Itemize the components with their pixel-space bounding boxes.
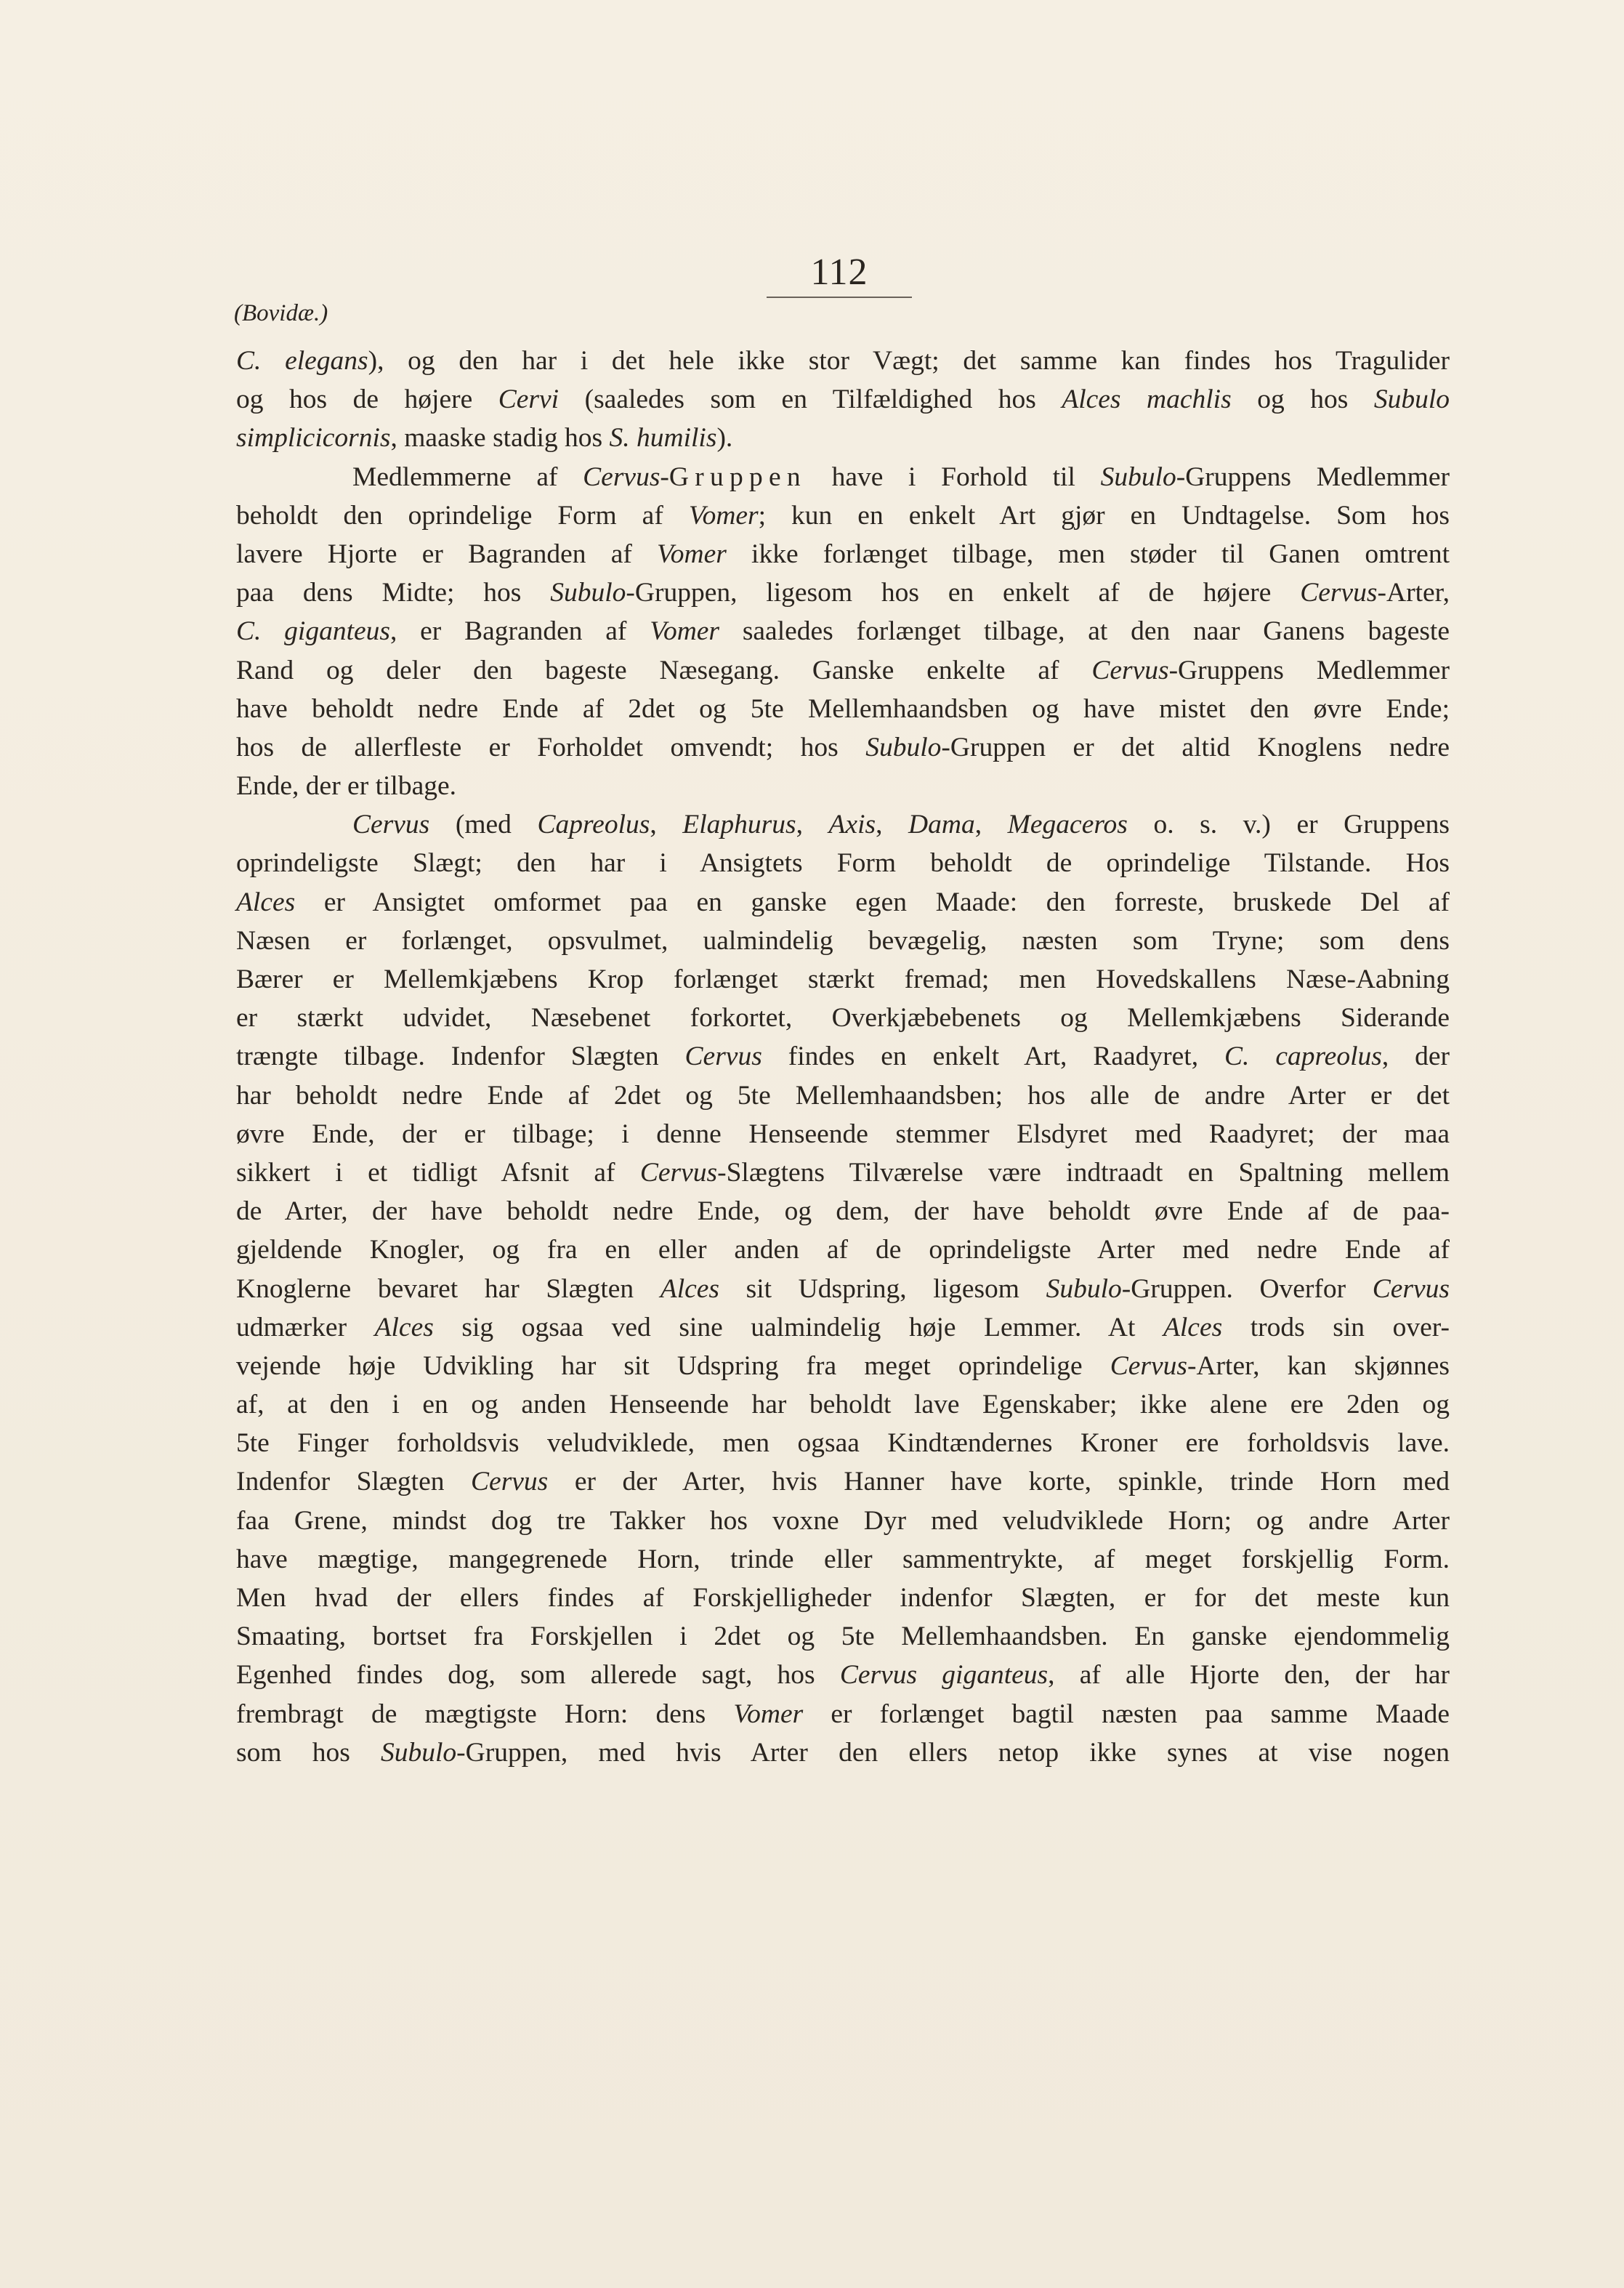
text-line (236, 612, 1450, 650)
text-span: ; kun en enkelt Art gjør en Undtagelse. Som hos (758, 500, 1450, 531)
text-span: sit Udspring, ligesom (719, 1273, 1046, 1304)
text-span: findes en enkelt Art, Raadyret, (761, 1042, 1225, 1072)
italic-span: Cervus (639, 1157, 718, 1188)
italic-span: Alces machlis (1062, 384, 1232, 415)
italic-span: Cervus giganteus (839, 1660, 1049, 1691)
italic-span: Megaceros (1007, 810, 1128, 840)
italic-span: Alces (374, 1312, 434, 1342)
text-line (236, 1579, 1450, 1617)
text-span: Medlemmerne af (352, 462, 583, 492)
text-span: o. s. v.) er Gruppens (1127, 810, 1450, 840)
text-line (236, 922, 1450, 960)
page-number: 112 (810, 251, 868, 293)
text-span: , (876, 810, 909, 840)
italic-span: Subulo (550, 578, 626, 608)
italic-span: Subulo (1373, 384, 1450, 415)
text-span: udmærker (236, 1312, 375, 1342)
body-text (236, 342, 1450, 1772)
italic-span: Alces (1163, 1312, 1223, 1342)
text-line (236, 1347, 1450, 1385)
text-line (236, 960, 1450, 999)
text-span: faa Grene, mindst dog tre Takker hos voxne Dyr med veludviklede Horn; og andre Arter (236, 1505, 1450, 1536)
italic-span: Dama (908, 810, 975, 840)
text-span: som hos (236, 1737, 381, 1768)
text-line (236, 1695, 1450, 1733)
text-span: øvre Ende, der er tilbage; i denne Henseende stemmer Elsdyret med Raadyret; der maa (236, 1119, 1450, 1149)
text-line (236, 1385, 1450, 1424)
italic-span: Cervus (1091, 655, 1169, 685)
text-line (236, 1656, 1450, 1694)
text-span: -Gruppen, med hvis Arter den ellers netop ikke synes at vise nogen (456, 1737, 1450, 1768)
text-span: frembragt de mægtigste Horn: dens (236, 1699, 734, 1729)
text-span: er der Arter, hvis Hanner have korte, spinkle, trinde Horn med (548, 1467, 1450, 1497)
text-span: (saaledes som en Tilfældighed hos (559, 384, 1062, 415)
italic-span: S. humilis (609, 423, 717, 454)
italic-span: Vomer (688, 500, 759, 531)
text-line (236, 1617, 1450, 1656)
text-span: have i Forhold til (806, 462, 1101, 492)
italic-span: Subulo (1100, 462, 1176, 492)
text-line (236, 1153, 1450, 1192)
text-span: ). (716, 423, 733, 454)
italic-span: Cervus (471, 1467, 549, 1497)
text-line (236, 458, 1450, 496)
text-span: paa dens Midte; hos (236, 578, 551, 608)
text-span: sikkert i et tidligt Afsnit af (236, 1157, 640, 1188)
text-span: -Gruppens Medlemmer (1176, 462, 1450, 492)
text-line (236, 1230, 1450, 1269)
italic-span: C. capreolus (1224, 1042, 1382, 1072)
text-span: sig ogsaa ved sine ualmindelig høje Lemmer. At (433, 1312, 1163, 1342)
text-span: -Arter, kan skjønnes (1187, 1350, 1450, 1381)
italic-span: Axis (828, 810, 876, 840)
text-line (236, 999, 1450, 1037)
text-span: har beholdt nedre Ende af 2det og 5te Mellemhaandsben; hos alle de andre Arter er det (236, 1080, 1450, 1111)
text-line (236, 1115, 1450, 1153)
italic-span: Capreolus (537, 810, 650, 840)
text-line (236, 1308, 1450, 1347)
text-span: ), og den har i det hele ikke stor Vægt; det samme kan findes hos Tragulider (368, 346, 1450, 376)
italic-span: Cervus (583, 462, 660, 492)
text-line (236, 1424, 1450, 1462)
italic-span: Alces (660, 1273, 720, 1304)
text-line (236, 1270, 1450, 1308)
text-span: Næsen er forlænget, opsvulmet, ualmindelig bevægelig, næsten som Tryne; som dens (236, 925, 1450, 956)
text-span: af, at den i en og anden Henseende har beholdt lave Egenskaber; ikke alene ere 2den og (236, 1390, 1450, 1420)
spaced-span: Gruppen (668, 462, 807, 492)
italic-span: Subulo (380, 1737, 457, 1768)
text-span: have mægtige, mangegrenede Horn, trinde eller sammentrykte, af meget forskjellig Form. (236, 1544, 1450, 1574)
text-span: trods sin over- (1222, 1312, 1450, 1342)
text-span: Bærer er Mellemkjæbens Krop forlænget stærkt fremad; men Hovedskallens Næse-Aabning (236, 964, 1450, 994)
text-span: -Arter, (1377, 578, 1450, 608)
text-span: (med (429, 810, 538, 840)
text-span: Egenhed findes dog, som allerede sagt, hos (236, 1660, 840, 1691)
text-span: , af alle Hjorte den, der har (1048, 1660, 1450, 1691)
italic-span: Subulo (1046, 1273, 1122, 1304)
text-line (236, 1076, 1450, 1115)
text-line (236, 1037, 1450, 1076)
italic-span: Vomer (733, 1699, 804, 1729)
italic-span: Vomer (657, 539, 727, 569)
text-span: beholdt den oprindelige Form af (236, 500, 689, 531)
text-span: gjeldende Knogler, og fra en eller anden af de oprindeligste Arter med nedre Ende af (236, 1235, 1450, 1265)
running-head: (Bovidæ.) (234, 300, 328, 326)
italic-span: Cervi (498, 384, 559, 415)
italic-span: Cervus (352, 810, 430, 840)
text-span: trængte tilbage. Indenfor Slægten (236, 1042, 685, 1072)
text-span: Knoglerne bevaret har Slægten (236, 1273, 660, 1304)
text-line (236, 1462, 1450, 1501)
text-line (236, 690, 1450, 728)
text-span: saaledes forlænget tilbage, at den naar Ganens bageste (719, 616, 1450, 647)
text-span: de Arter, der have beholdt nedre Ende, og dem, der have beholdt øvre Ende af de paa- (236, 1196, 1450, 1227)
text-line (236, 342, 1450, 380)
text-line (236, 728, 1450, 767)
text-line (236, 651, 1450, 690)
italic-span: Alces (236, 887, 296, 917)
text-span: , er Bagranden af (390, 616, 650, 647)
italic-span: Cervus (684, 1042, 762, 1072)
text-span: og hos de højere (236, 384, 498, 415)
text-span: have beholdt nedre Ende af 2det og 5te Mellemhaandsben og have mistet den øvre Ende; (236, 693, 1450, 724)
text-span: hos de allerfleste er Forholdet omvendt; hos (236, 732, 866, 762)
text-line (236, 535, 1450, 573)
text-span: -Gruppen. Overfor (1121, 1273, 1373, 1304)
text-line (236, 767, 1450, 805)
text-line (236, 844, 1450, 882)
text-line (236, 805, 1450, 844)
text-span: og hos (1231, 384, 1374, 415)
text-line (236, 883, 1450, 922)
text-span: Ende, der er tilbage. (236, 771, 456, 802)
text-span: ikke forlænget tilbage, men støder til Ganen omtrent (726, 539, 1450, 569)
text-span: er stærkt udvidet, Næsebenet forkortet, Overkjæbebenets og Mellemkjæbens Siderande (236, 1003, 1450, 1034)
text-line (236, 380, 1450, 419)
italic-span: Elaphurus (682, 810, 796, 840)
text-span: Men hvad der ellers findes af Forskjelligheder indenfor Slægten, er for det meste kun (236, 1583, 1450, 1613)
italic-span: Vomer (650, 616, 720, 647)
text-line (236, 419, 1450, 457)
text-span: , maaske stadig hos (390, 423, 610, 454)
text-span: , (650, 810, 683, 840)
text-span: Indenfor Slægten (236, 1467, 472, 1497)
text-span: 5te Finger forholdsvis veludviklede, men ogsaa Kindtændernes Kroner ere forholdsvis lave. (236, 1428, 1450, 1459)
text-span: Smaating, bortset fra Forskjellen i 2det og 5te Mellemhaandsben. En ganske ejendommelig (236, 1622, 1450, 1652)
text-span: -Gruppen, ligesom hos en enkelt af de højere (626, 578, 1301, 608)
italic-span: C. elegans (236, 346, 368, 376)
text-span: - (660, 462, 669, 492)
text-span: er Ansigtet omformet paa en ganske egen Maade: den forreste, bruskede Del af (295, 887, 1450, 917)
text-span: Rand og deler den bageste Næsegang. Ganske enkelte af (236, 655, 1092, 685)
text-span: vejende høje Udvikling har sit Udspring fra meget oprindelige (236, 1350, 1110, 1381)
text-line (236, 573, 1450, 612)
text-span: -Slægtens Tilværelse være indtraadt en Spaltning mellem (717, 1157, 1450, 1188)
italic-span: C. giganteus (236, 616, 390, 647)
text-span: er forlænget bagtil næsten paa samme Maade (803, 1699, 1450, 1729)
text-span: -Gruppens Medlemmer (1168, 655, 1450, 685)
text-line (236, 1192, 1450, 1230)
page-number-rule (767, 297, 912, 298)
italic-span: Subulo (865, 732, 942, 762)
italic-span: Cervus (1372, 1273, 1450, 1304)
text-line (236, 1540, 1450, 1579)
text-span: oprindeligste Slægt; den har i Ansigtets Form beholdt de oprindelige Tilstande. Hos (236, 848, 1450, 879)
text-line (236, 1502, 1450, 1540)
italic-span: simplicicornis (236, 423, 391, 454)
text-span: lavere Hjorte er Bagranden af (236, 539, 658, 569)
text-span: , der (1381, 1042, 1450, 1072)
text-line (236, 496, 1450, 535)
text-span: -Gruppen er det altid Knoglens nedre (941, 732, 1450, 762)
text-span: , (974, 810, 1008, 840)
italic-span: Cervus (1110, 1350, 1187, 1381)
text-span: , (796, 810, 829, 840)
italic-span: Cervus (1300, 578, 1378, 608)
text-line (236, 1733, 1450, 1772)
